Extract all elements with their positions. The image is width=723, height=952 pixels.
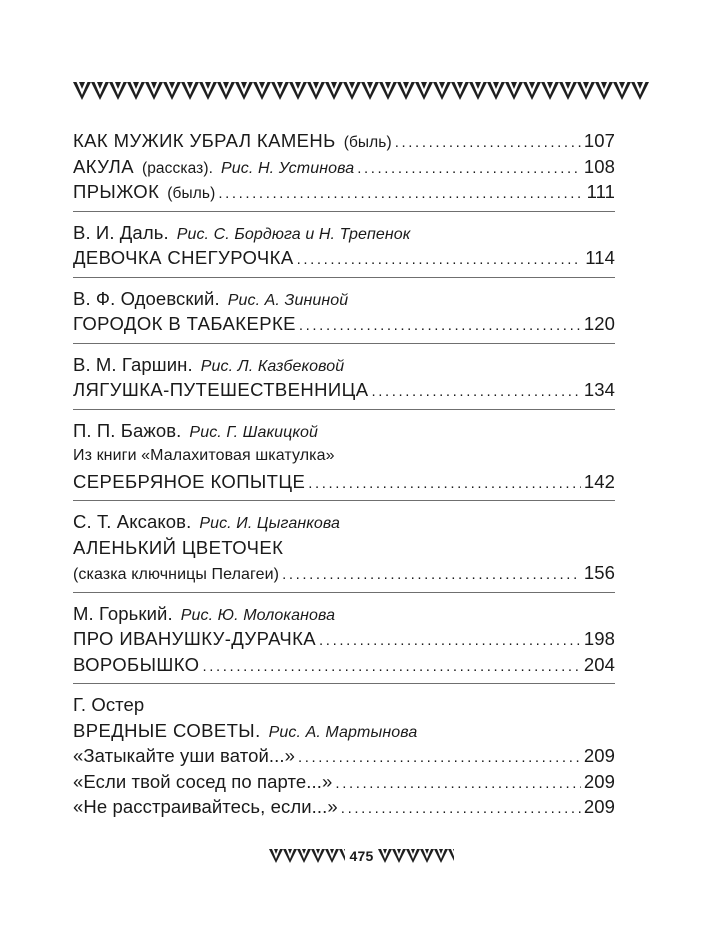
entry-title: СЕРЕБРЯНОЕ КОПЫТЦЕ	[73, 470, 306, 492]
entry-title: ЛЯГУШКА-ПУТЕШЕСТВЕННИЦА	[73, 379, 369, 400]
toc-group-gorky	[73, 601, 615, 685]
right-zigzag-ornament	[378, 849, 454, 863]
heading-illustrator: Рис. А. Мартынова	[268, 723, 418, 741]
entry-page-number: 108	[583, 155, 615, 177]
entry-title: ГОРОДОК В ТАБАКЕРКЕ	[73, 313, 296, 334]
author-name: М. Горький.	[73, 602, 173, 624]
author-name: П. П. Бажов.	[73, 419, 182, 441]
leader-dots	[341, 796, 581, 822]
author-line	[73, 692, 615, 718]
entry-note: (быль)	[167, 185, 216, 202]
toc-group-oster	[73, 692, 615, 826]
entry-note: (рассказ).	[141, 159, 213, 177]
entry-page-number: 209	[583, 770, 615, 792]
toc-entry[interactable]	[73, 652, 615, 678]
entry-title: ПРО ИВАНУШКУ-ДУРАЧКА	[73, 628, 317, 649]
work-heading: АЛЕНЬКИЙ ЦВЕТОЧЕК	[73, 536, 284, 558]
author-line	[73, 601, 615, 627]
toc-entry[interactable]	[73, 311, 615, 337]
leader-dots	[299, 313, 581, 339]
toc-group-garshin	[73, 352, 615, 410]
leader-dots	[297, 247, 583, 273]
leader-dots	[335, 771, 580, 797]
entry-title: КАК МУЖИК УБРАЛ КАМЕНЬ	[73, 130, 336, 151]
toc-entry[interactable]	[73, 245, 615, 271]
entry-title: АКУЛА	[73, 155, 134, 177]
toc-group-aksakov	[73, 509, 615, 593]
entry-page-number: 142	[583, 470, 615, 492]
author-illustrator: Рис. С. Бордюга и Н. Трепенок	[176, 225, 411, 243]
author-line	[73, 509, 615, 535]
heading-line	[73, 718, 615, 744]
entry-page-number: 111	[586, 181, 615, 202]
entry-page-number: 198	[583, 628, 615, 649]
leader-dots	[319, 628, 581, 654]
entry-illustrator: Рис. Н. Устинова	[221, 159, 355, 177]
entry-page-number: 209	[583, 796, 615, 817]
toc-entry[interactable]	[73, 179, 615, 205]
leader-dots	[395, 130, 581, 156]
toc-entry[interactable]	[73, 154, 615, 180]
toc-entry[interactable]	[73, 128, 615, 154]
toc-entry[interactable]	[73, 626, 615, 652]
leader-dots	[298, 745, 581, 771]
entry-page-number: 204	[583, 653, 615, 675]
entry-page-number: 114	[585, 247, 615, 268]
toc-group-dal	[73, 220, 615, 278]
work-heading: ВРЕДНЫЕ СОВЕТЫ.	[73, 719, 261, 741]
entry-title: ВОРОБЫШКО	[73, 653, 200, 675]
toc-entry[interactable]	[73, 794, 615, 820]
author-name: В. М. Гаршин.	[73, 353, 193, 375]
author-illustrator: Рис. Г. Шакицкой	[189, 423, 319, 441]
heading-line	[73, 535, 615, 561]
entry-page-number: 120	[583, 313, 615, 334]
entry-page-number: 134	[583, 379, 615, 400]
author-line	[73, 286, 615, 312]
leader-dots	[202, 654, 580, 680]
toc-group-bazhov	[73, 418, 615, 502]
toc-entry[interactable]	[73, 377, 615, 403]
toc-entry[interactable]	[73, 769, 615, 795]
author-name: Г. Остер	[73, 694, 145, 715]
leader-dots	[218, 181, 583, 207]
toc-group-odoevsky	[73, 286, 615, 344]
source-book: Из книги «Малахитовая шкатулка»	[73, 447, 335, 464]
author-line	[73, 352, 615, 378]
author-illustrator: Рис. И. Цыганкова	[199, 515, 340, 532]
author-illustrator: Рис. Л. Казбековой	[200, 357, 345, 375]
entry-quote: «Не расстраивайтесь, если...»	[73, 796, 338, 817]
top-zigzag-ornament	[73, 82, 649, 100]
author-name: С. Т. Аксаков.	[73, 511, 192, 532]
author-line	[73, 418, 615, 444]
leader-dots	[371, 379, 580, 405]
author-line	[73, 220, 615, 246]
entry-page-number: 107	[583, 130, 615, 151]
left-zigzag-ornament	[269, 849, 345, 863]
toc-entry[interactable]	[73, 560, 615, 586]
leader-dots	[308, 471, 581, 497]
leader-dots	[357, 156, 581, 182]
entry-quote: «Если твой сосед по парте...»	[73, 770, 333, 792]
toc-group-tolstoy	[73, 128, 615, 212]
author-illustrator: Рис. А. Зининой	[227, 291, 349, 309]
leader-dots	[282, 562, 581, 588]
table-of-contents	[73, 128, 615, 834]
entry-quote: «Затыкайте уши ватой...»	[73, 745, 295, 766]
author-illustrator: Рис. Ю. Молоканова	[180, 606, 336, 624]
author-name: В. И. Даль.	[73, 221, 169, 243]
source-line	[73, 443, 615, 469]
entry-subtitle: (сказка ключницы Пелагеи)	[73, 566, 280, 583]
author-name: В. Ф. Одоевский.	[73, 287, 220, 309]
toc-entry[interactable]	[73, 469, 615, 495]
page-footer	[0, 848, 723, 864]
entry-note: (быль)	[343, 134, 392, 151]
entry-title: ПРЫЖОК	[73, 181, 160, 202]
entry-page-number: 209	[583, 745, 615, 766]
toc-entry[interactable]	[73, 743, 615, 769]
entry-page-number: 156	[583, 562, 615, 583]
page-number: 475	[349, 848, 374, 864]
entry-title: ДЕВОЧКА СНЕГУРОЧКА	[73, 247, 294, 268]
